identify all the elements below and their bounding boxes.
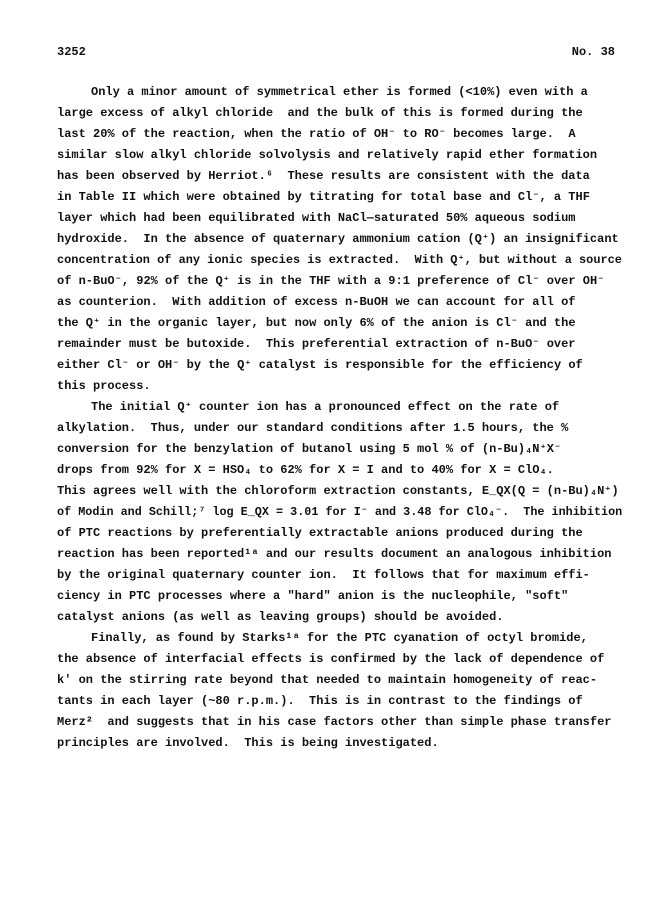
text-line: of n-BuO⁻, 92% of the Q⁺ is in the THF with a 9:1 preference of Cl⁻ over OH⁻ xyxy=(57,274,605,288)
text-line: large excess of alkyl chloride and the bulk of this is formed during the xyxy=(57,106,583,120)
text-line: in Table II which were obtained by titrating for total base and Cl⁻, a THF xyxy=(57,190,590,204)
text-line: tants in each layer (~80 r.p.m.). This is in contrast to the findings of xyxy=(57,694,583,708)
text-line: of Modin and Schill;⁷ log E_QX = 3.01 for I⁻ and 3.48 for ClO₄⁻. The inhibition xyxy=(57,505,623,519)
text-line: principles are involved. This is being investigated. xyxy=(57,736,439,750)
text-line: concentration of any ionic species is extracted. With Q⁺, but without a source xyxy=(57,253,622,267)
text-line: remainder must be butoxide. This preferential extraction of n-BuO⁻ over xyxy=(57,337,576,351)
text-line: conversion for the benzylation of butanol using 5 mol % of (n-Bu)₄N⁺X⁻ xyxy=(57,442,562,456)
text-line: Merz² and suggests that in his case factors other than simple phase transfer xyxy=(57,715,612,729)
text-line: as counterion. With addition of excess n-BuOH we can account for all of xyxy=(57,295,576,309)
text-line: The initial Q⁺ counter ion has a pronounced effect on the rate of xyxy=(91,400,560,414)
text-line: either Cl⁻ or OH⁻ by the Q⁺ catalyst is responsible for the efficiency of xyxy=(57,358,583,372)
issue-number: No. 38 xyxy=(571,45,615,59)
text-line: catalyst anions (as well as leaving groups) should be avoided. xyxy=(57,610,504,624)
text-line: alkylation. Thus, under our standard conditions after 1.5 hours, the % xyxy=(57,421,569,435)
body-text xyxy=(57,82,622,754)
text-line: the Q⁺ in the organic layer, but now only 6% of the anion is Cl⁻ and the xyxy=(57,316,576,330)
text-line: hydroxide. In the absence of quaternary ammonium cation (Q⁺) an insignificant xyxy=(57,232,619,246)
text-line: has been observed by Herriot.⁶ These results are consistent with the data xyxy=(57,169,590,183)
text-line: of PTC reactions by preferentially extractable anions produced during the xyxy=(57,526,583,540)
text-line: reaction has been reported¹ᵃ and our results document an analogous inhibition xyxy=(57,547,612,561)
text-line: drops from 92% for X = HSO₄ to 62% for X = I and to 40% for X = ClO₄. xyxy=(57,463,554,477)
text-line: last 20% of the reaction, when the ratio of OH⁻ to RO⁻ becomes large. A xyxy=(57,127,576,141)
text-line: Only a minor amount of symmetrical ether is formed (<10%) even with a xyxy=(91,85,588,99)
text-line: layer which had been equilibrated with NaCl—saturated 50% aqueous sodium xyxy=(57,211,576,225)
text-line: this process. xyxy=(57,379,151,393)
text-line: k' on the stirring rate beyond that needed to maintain homogeneity of reac- xyxy=(57,673,598,687)
text-line: ciency in PTC processes where a "hard" anion is the nucleophile, "soft" xyxy=(57,589,569,603)
text-line: Finally, as found by Starks¹ᵃ for the PTC cyanation of octyl bromide, xyxy=(91,631,588,645)
page-number: 3252 xyxy=(57,45,86,59)
text-line: by the original quaternary counter ion. It follows that for maximum effi- xyxy=(57,568,590,582)
text-line: This agrees well with the chloroform extraction constants, E_QX(Q = (n-Bu)₄N⁺) xyxy=(57,484,619,498)
text-line: similar slow alkyl chloride solvolysis and relatively rapid ether formation xyxy=(57,148,598,162)
text-line: the absence of interfacial effects is confirmed by the lack of dependence of xyxy=(57,652,605,666)
